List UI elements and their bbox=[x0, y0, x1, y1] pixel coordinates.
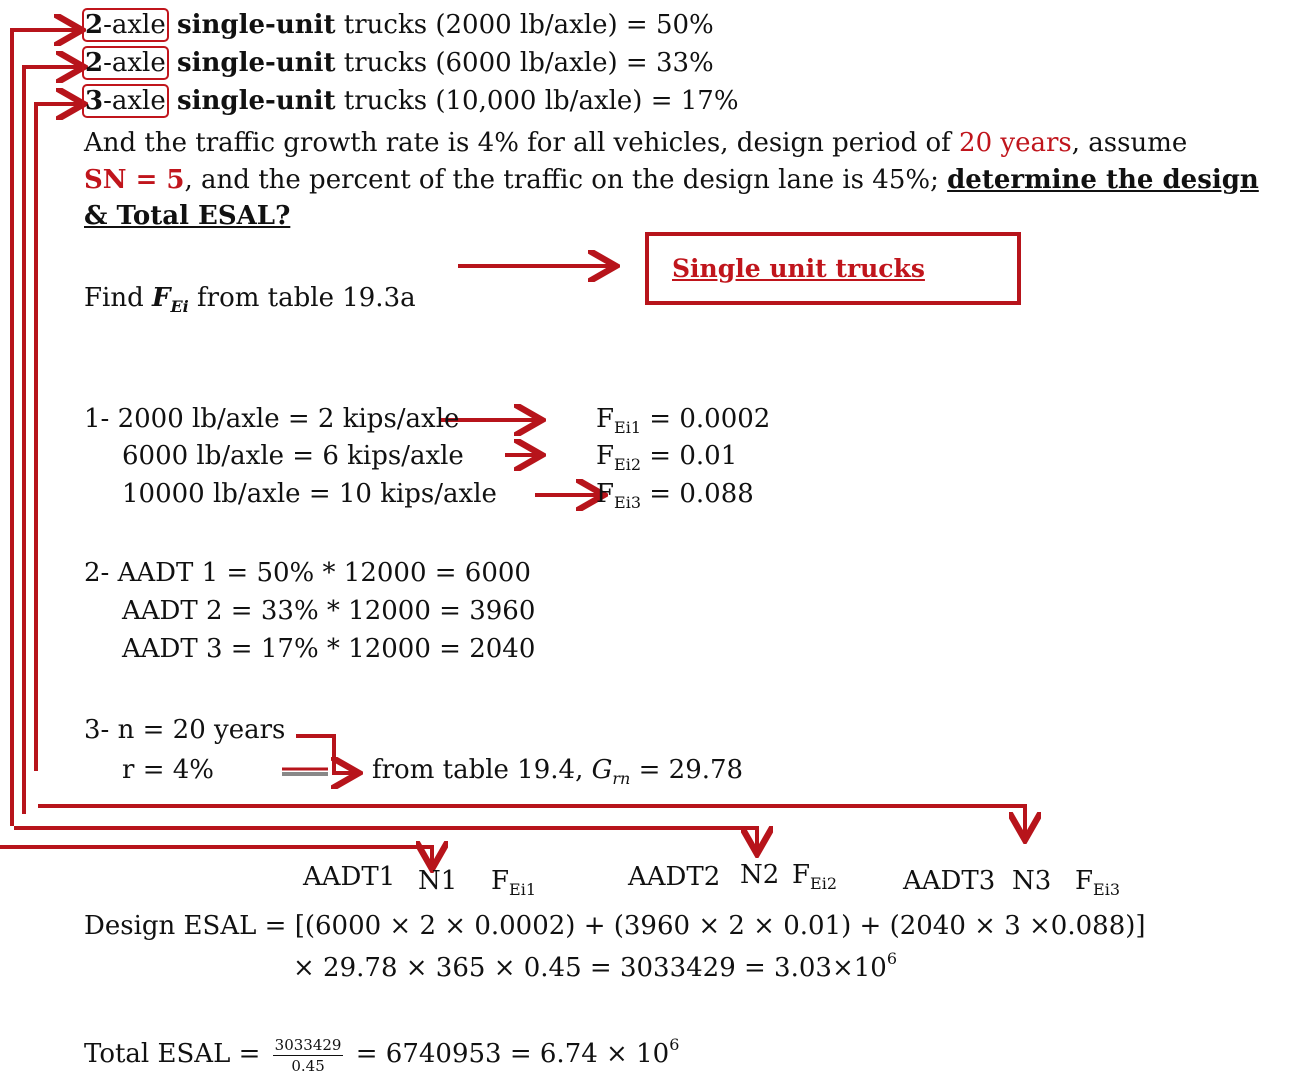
single-unit-callout bbox=[645, 232, 1021, 305]
connector-line-2 bbox=[24, 67, 80, 814]
fei1-value: $F_{Ei1} = 0.0002$ bbox=[596, 404, 771, 437]
connector-line-1 bbox=[12, 30, 78, 826]
fei3-value: $F_{Ei3} = 0.088$ bbox=[596, 479, 754, 512]
label-n1: N1 bbox=[418, 866, 458, 896]
label-n2: N2 bbox=[740, 860, 780, 890]
find-line: Find $F_{Ei}$ from table 19.3a bbox=[84, 283, 416, 316]
fei2-value: $F_{Ei2} = 0.01$ bbox=[596, 441, 738, 474]
step3-growth-factor: from table 19.4, $G_{rn} = 29.78$ bbox=[372, 755, 744, 788]
label-aadt2: AADT2 bbox=[628, 862, 721, 892]
design-esal-line-2: × $29.78 \times 365 \times 0.45 = 3033429 = 3.03\times 10^6$ bbox=[293, 949, 897, 983]
total-fraction: $\frac{3033429}{0.45}$ bbox=[274, 1035, 342, 1075]
label-fei1: $F_{Ei1}$ bbox=[491, 866, 537, 899]
step2-row-2: AADT 2 = 33% * 12000 = 3960 bbox=[122, 596, 536, 626]
step1-row-3: 10000 lb/axle = 10 kips/axle bbox=[122, 479, 497, 509]
step2-row-1: 2- AADT 1 = 50% * 12000 = 6000 bbox=[84, 558, 531, 588]
connector-line-3 bbox=[36, 104, 80, 771]
label-fei2: $F_{Ei2}$ bbox=[792, 860, 838, 893]
label-aadt1: AADT1 bbox=[303, 862, 396, 892]
given-line-1: 2-axle single-unit trucks (2000 lb/axle) = 50% bbox=[82, 10, 714, 40]
arrow-growth bbox=[296, 736, 355, 773]
step2-row-3: AADT 3 = 17% * 12000 = 2040 bbox=[122, 634, 536, 664]
step3-n: 3- n = 20 years bbox=[84, 715, 286, 745]
growth-line: And the traffic growth rate is 4% for all vehicles, design period of 20 years, assume bbox=[84, 128, 1188, 158]
total-question: & Total ESAL? bbox=[84, 201, 291, 231]
step1-row-2: 6000 lb/axle = 6 kips/axle bbox=[122, 441, 464, 471]
given-line-3: 3-axle single-unit trucks (10,000 lb/axle) = 17% bbox=[82, 86, 739, 116]
sn-line: SN = 5, and the percent of the traffic on the design lane is 45%; determine the design bbox=[84, 165, 1259, 195]
design-esal-line-1: Design ESAL = [(6000 × 2 × 0.0002) + (3960 × 2 × 0.01) + (2040 × 3 ×0.088)] bbox=[84, 911, 1146, 941]
step3-r: r = 4% bbox=[122, 755, 214, 785]
total-esal-line: Total ESAL = $\frac{3033429}{0.45}$ = $6740953 = 6.74 \times 10^6$ bbox=[84, 1035, 680, 1075]
callout-label: Single unit trucks bbox=[672, 254, 925, 283]
given-line-2: 2-axle single-unit trucks (6000 lb/axle) = 33% bbox=[82, 48, 714, 78]
label-n3: N3 bbox=[1012, 866, 1052, 896]
label-aadt3: AADT3 bbox=[903, 866, 996, 896]
step1-row-1: 1- 2000 lb/axle = 2 kips/axle bbox=[84, 404, 460, 434]
arrow-rows bbox=[38, 806, 1025, 836]
label-fei3: $F_{Ei3}$ bbox=[1075, 866, 1121, 899]
